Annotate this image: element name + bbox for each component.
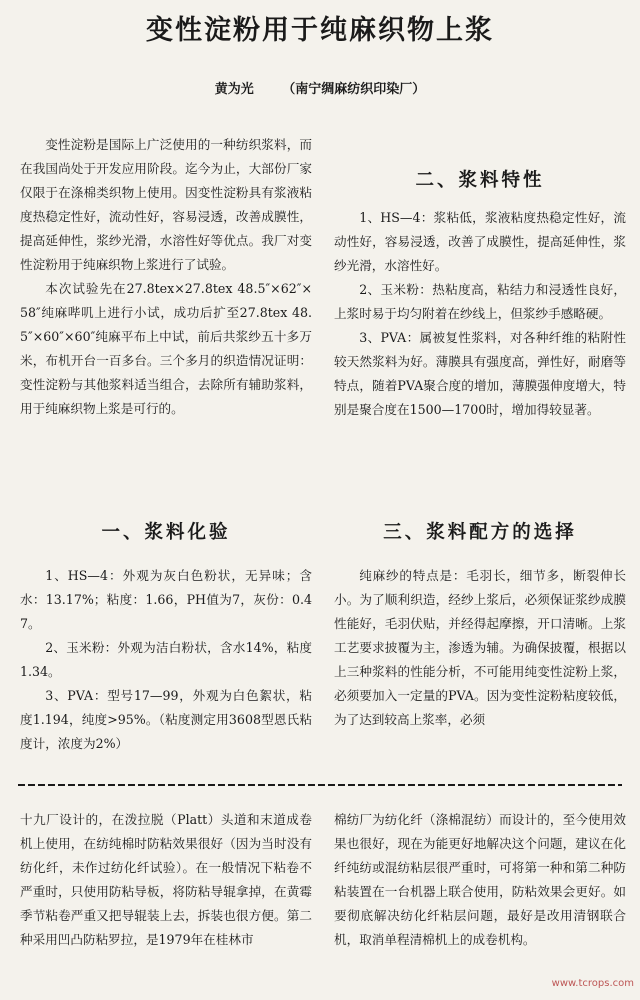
section-1-item-1: 1、HS—4：外观为灰白色粉状，无异味；含水：13.17%；粘度：1.66，PH值为7，灰份：0.47。 (20, 568, 312, 631)
watermark-text: www.tcrops.com (551, 978, 634, 989)
author-affiliation: （南宁绸麻纺织印染厂） (282, 82, 426, 97)
bottom-left-text: 十九厂设计的，在泼拉脱（Platt）头道和末道成卷机上使用，在纺纯棉时防粘效果很好（因为当时没有纺化纤，未作过纺化纤试验）。在一般情况下粘卷不严重时，只使用防粘导板，将防粘导辊拿掉，在黄霉季节粘卷严重又把导辊装上去，拆装也很方便。第二种采用凹凸防粘罗拉，是1979年在桂林市 (20, 812, 312, 947)
section-1-heading: 一、浆料化验 (101, 522, 231, 543)
section-1 (20, 518, 312, 756)
section-3-heading: 三、浆料配方的选择 (383, 522, 577, 543)
bottom-right-text: 棉纺厂为纺化纤（涤棉混纺）而设计的，至今使用效果也很好，现在为能更好地解决这个问题，建议在化纤纯纺或混纺粘层很严重时，可将第一种和第二种防粘装置在一台机器上联合使用，防粘效果会更好。如要彻底解决纺化纤粘层问题，最好是改用清钢联合机，取消单程清棉机上的成卷机构。 (334, 812, 626, 947)
section-2 (334, 166, 626, 422)
article-title: 变性淀粉用于纯麻织物上浆 (146, 15, 494, 46)
bottom-left-column (20, 808, 312, 952)
section-3-paragraph: 纯麻纱的特点是：毛羽长，细节多，断裂伸长小。为了顺利织造，经纱上浆后，必须保证浆纱成膜性能好，毛羽伏贴，并经得起摩擦，开口清晰。上浆工艺要求披覆为主，渗透为辅。为确保披覆，根据以上三种浆料的性能分析，不可能用纯变性淀粉上浆，必须要加入一定量的PVA。因为变性淀粉粘度较低，为了达到较高上浆率，必须 (334, 568, 626, 727)
author-line (0, 78, 640, 97)
section-1-item-3: 3、PVA：型号17—99，外观为白色絮状，粘度1.194，纯度>95%。（粘度测定用3608型恩氏粘度计，浓度为2%） (20, 688, 312, 751)
section-3 (334, 518, 626, 732)
section-2-item-1: 1、HS—4：浆粘低，浆液粘度热稳定性好，流动性好，容易浸透，改善了成膜性，提高延伸性，浆纱光滑，水溶性好。 (334, 210, 626, 273)
section-2-item-2: 2、玉米粉：热粘度高，粘结力和浸透性良好，上浆时易于均匀附着在纱线上，但浆纱手感略硬。 (334, 282, 626, 321)
author-name: 黄为光 (214, 82, 254, 97)
left-column-intro (20, 133, 312, 421)
intro-paragraph-2: 本次试验先在27.8tex×27.8tex 48.5″×62″×58″纯麻哔叽上进行小试，成功后扩至27.8tex 48.5″×60″×60″纯麻平布上中试，前后共浆纱五十多万米，布机开台一百多台。三个多月的织造情况证明：变性淀粉与其他浆料适当组合，去除所有辅助浆料，用于纯麻织物上浆是可行的。 (20, 281, 312, 416)
section-2-heading: 二、浆料特性 (415, 170, 545, 191)
section-1-item-2: 2、玉米粉：外观为洁白粉状，含水14%，粘度1.34。 (20, 640, 312, 679)
page-divider (18, 784, 622, 786)
section-2-item-3: 3、PVA：属被复性浆料，对各种纤维的粘附性较天然浆料为好。薄膜具有强度高，弹性好，耐磨等特点，随着PVA聚合度的增加，薄膜强伸度增大，特别是聚合度在1500—1700时，增加得较显著。 (334, 330, 626, 417)
bottom-right-column (334, 808, 626, 952)
intro-paragraph-1: 变性淀粉是国际上广泛使用的一种纺织浆料，而在我国尚处于开发应用阶段。迄今为止，大部份厂家仅限于在涤棉类织物上使用。因变性淀粉具有浆液粘度热稳定性好，流动性好，容易浸透，改善成膜性，提高延伸性，浆纱光滑，水溶性好等优点。我厂对变性淀粉用于纯麻织物上浆进行了试验。 (20, 137, 312, 272)
